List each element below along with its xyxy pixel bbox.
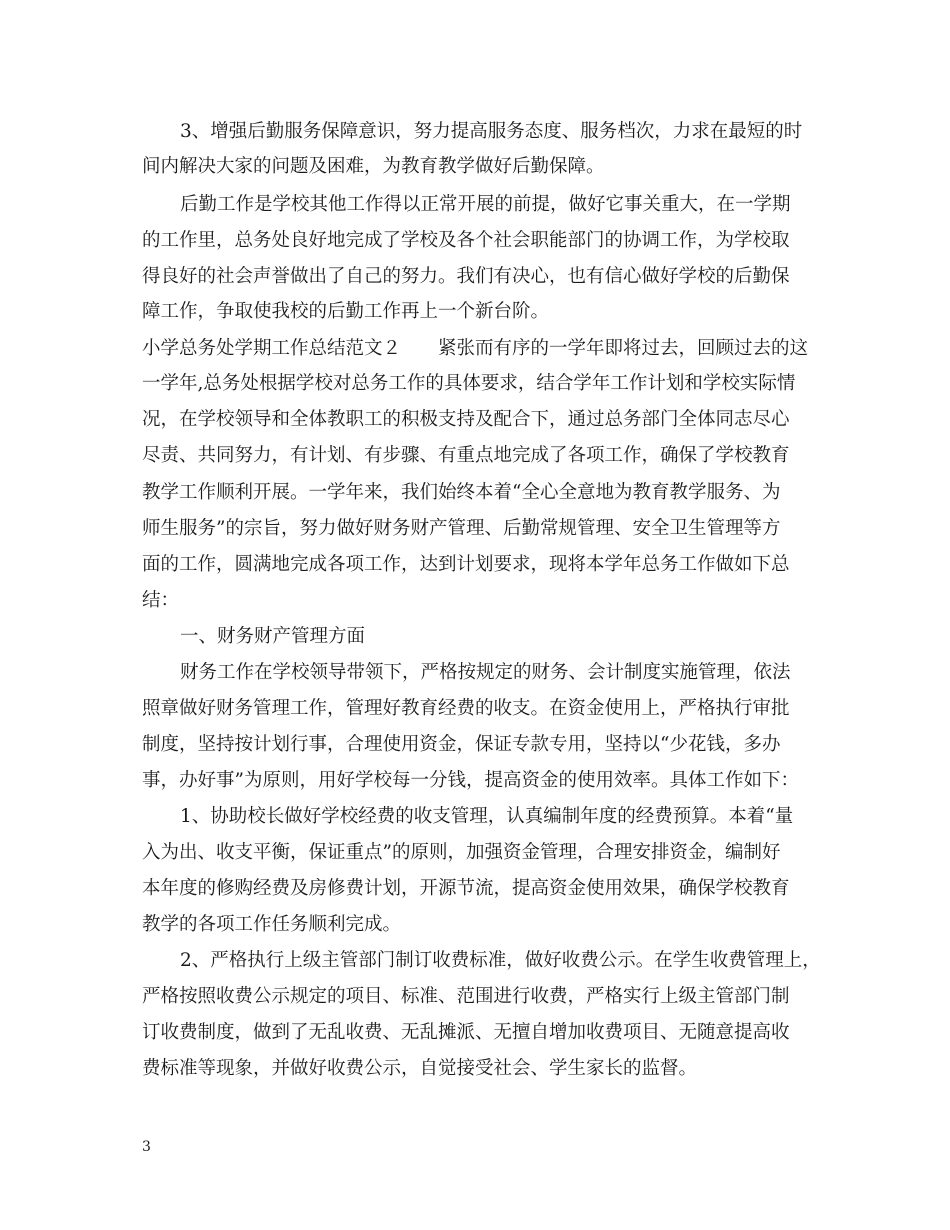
body-text-line: 教学工作顺利开展。一学年来，我们始终本着“全心全意地为教育教学服务、为	[142, 482, 781, 503]
body-text-line: 面的工作，圆满地完成各项工作，达到计划要求，现将本学年总务工作做如下总	[142, 554, 790, 575]
body-text-line: 得良好的社会声誉做出了自己的努力。我们有决心，也有信心做好学校的后勤保	[142, 266, 790, 287]
body-text-line: 费标准等现象，并做好收费公示，自觉接受社会、学生家长的监督。	[142, 1058, 698, 1079]
body-text-line: 本年度的修购经费及房修费计划，开源节流，提高资金使用效果，确保学校教育	[142, 878, 790, 899]
body-text-line: 财务工作在学校领导带领下，严格按规定的财务、会计制度实施管理，依法	[180, 662, 791, 683]
body-text-line: 2、严格执行上级主管部门制订收费标准，做好收费公示。在学生收费管理上，	[180, 950, 821, 971]
body-text-line: 结：	[142, 590, 180, 611]
body-text-line: 事，办好事”为原则，用好学校每一分钱，提高资金的使用效率。具体工作如下：	[142, 770, 799, 791]
subheading-line: 一、财务财产管理方面	[180, 626, 366, 647]
body-text-line: 间内解决大家的问题及困难，为教育教学做好后勤保障。	[142, 156, 605, 177]
page-number: 3	[142, 1139, 151, 1155]
body-text-line: 障工作，争取使我校的后勤工作再上一个新台阶。	[142, 301, 550, 322]
body-text-line: 3、增强后勤服务保障意识，努力提高服务态度、服务档次，力求在最短的时	[180, 121, 803, 142]
body-text-line: 况，在学校领导和全体教职工的积极支持及配合下，通过总务部门全体同志尽心	[142, 409, 790, 430]
body-text-line: 教学的各项工作任务顺利完成。	[142, 914, 402, 935]
section-heading-line: 小学总务处学期工作总结范文２ 紧张而有序的一学年即将过去，回顾过去的这	[142, 338, 809, 359]
body-text-line: 一学年,总务处根据学校对总务工作的具体要求，结合学年工作计划和学校实际情	[142, 373, 796, 394]
body-text-line: 照章做好财务管理工作，管理好教育经费的收支。在资金使用上，严格执行审批	[142, 698, 790, 719]
body-text-line: 的工作里，总务处良好地完成了学校及各个社会职能部门的协调工作，为学校取	[142, 230, 790, 251]
body-text-line: 后勤工作是学校其他工作得以正常开展的前提，做好它事关重大，在一学期	[180, 194, 791, 215]
body-text-line: 订收费制度，做到了无乱收费、无乱摊派、无擅自增加收费项目、无随意提高收	[142, 1022, 790, 1043]
body-text-line: 尽责、共同努力，有计划、有步骤、有重点地完成了各项工作，确保了学校教育	[142, 445, 790, 466]
body-text-line: 严格按照收费公示规定的项目、标准、范围进行收费，严格实行上级主管部门制	[142, 986, 790, 1007]
body-text-line: 1、协助校长做好学校经费的收支管理，认真编制年度的经费预算。本着“量	[180, 806, 794, 827]
body-text-line: 入为出、收支平衡，保证重点”的原则，加强资金管理，合理安排资金，编制好	[142, 842, 781, 863]
body-text-line: 师生服务”的宗旨，努力做好财务财产管理、后勤常规管理、安全卫生管理等方	[142, 518, 781, 539]
body-text-line: 制度，坚持按计划行事，合理使用资金，保证专款专用，坚持以“少花钱，多办	[142, 734, 781, 755]
